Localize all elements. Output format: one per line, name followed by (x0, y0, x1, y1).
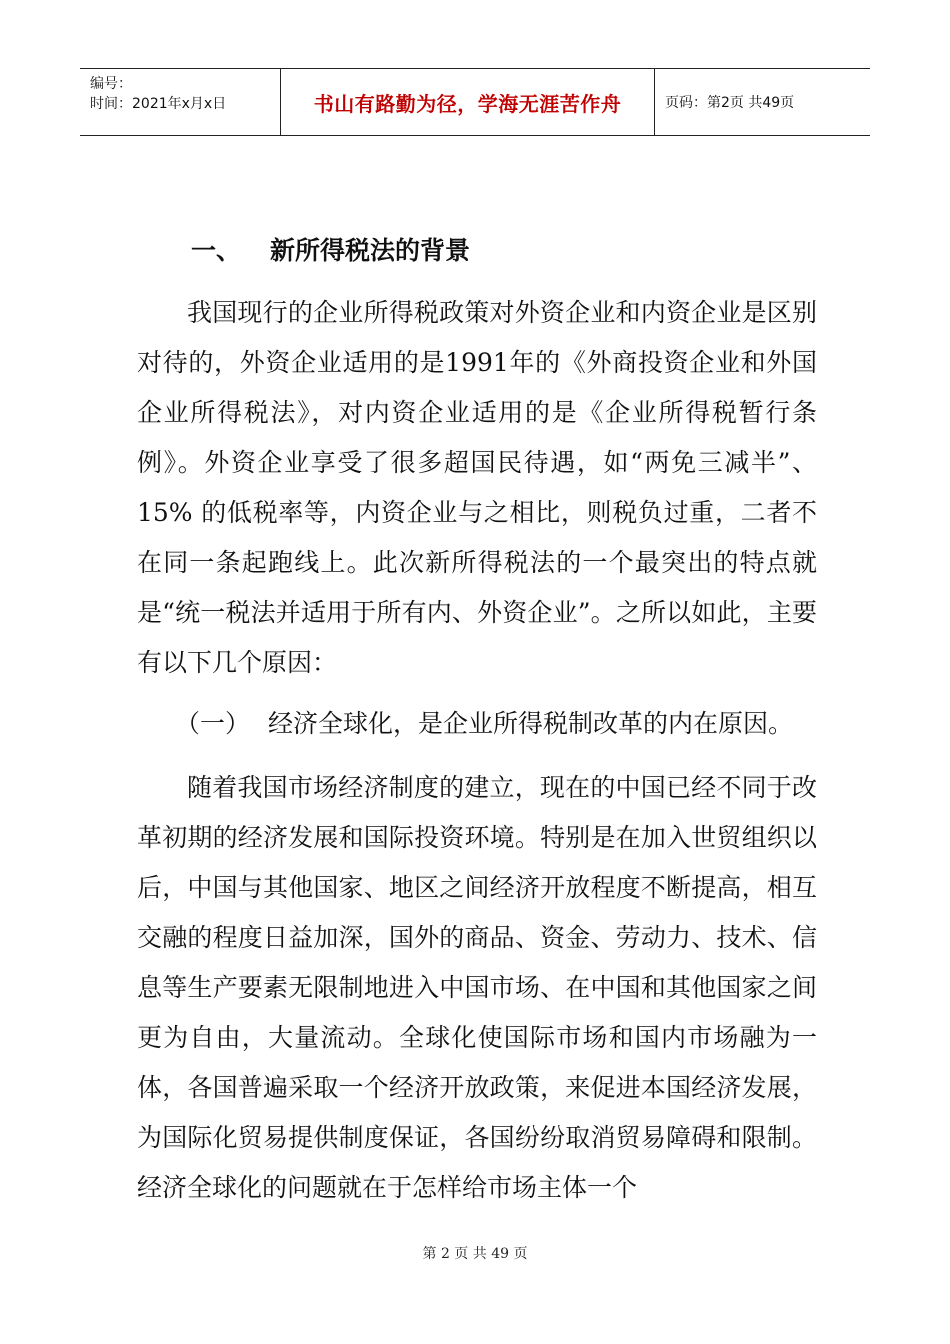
footer-page-number: 第 2 页 共 49 页 (422, 1246, 528, 1262)
document-body (137, 226, 817, 1213)
page-header (80, 68, 870, 136)
header-motto-cell (280, 69, 655, 135)
header-page-info: 页码：第2页 共49页 (665, 95, 795, 111)
header-time-label: 时间：2021年x月x日 (90, 96, 227, 112)
header-number-label: 编号： (90, 76, 132, 92)
header-meta (80, 69, 280, 135)
subsection-heading (137, 699, 817, 749)
header-page-info-cell (655, 69, 870, 135)
section-heading (137, 226, 817, 276)
section-title: 新所得税法的背景 (270, 236, 471, 265)
section-number: 一、 (191, 236, 242, 265)
paragraph-background: 我国现行的企业所得税政策对外资企业和内资企业是区别对待的，外资企业适用的是1991年的《外商投资企业和外国企业所得税法》，对内资企业适用的是《企业所得税暂行条例》。外资企业享受了很多超国民待遇，如“两免三减半”、15% 的低税率等，内资企业与之相比，则税负过重，二者不在同一条起跑线上。此次新所得税法的一个最突出的特点就是“统一税法并适用于所有内、外资企业”。之所以如此，主要有以下几个原因： (137, 298, 817, 677)
header-motto: 书山有路勤为径，学海无涯苦作舟 (313, 91, 622, 116)
subsection-text: 经济全球化，是企业所得税制改革的内在原因。 (268, 709, 794, 738)
subsection-label: （一） (175, 709, 251, 738)
paragraph-globalization: 随着我国市场经济制度的建立，现在的中国已经不同于改革初期的经济发展和国际投资环境。特别是在加入世贸组织以后，中国与其他国家、地区之间经济开放程度不断提高，相互交融的程度日益加深，国外的商品、资金、劳动力、技术、信息等生产要素无限制地进入中国市场、在中国和其他国家之间更为自由，大量流动。全球化使国际市场和国内市场融为一体，各国普遍采取一个经济开放政策，来促进本国经济发展，为国际化贸易提供制度保证，各国纷纷取消贸易障碍和限制。经济全球化的问题就在于怎样给市场主体一个 (137, 773, 817, 1202)
page-footer (0, 1243, 950, 1263)
